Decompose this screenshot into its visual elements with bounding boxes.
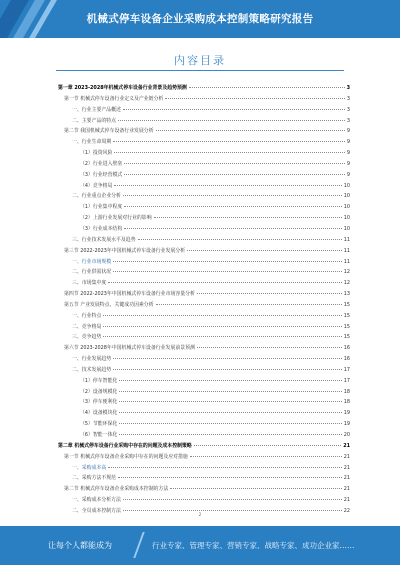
toc-entry[interactable] [58,192,350,203]
toc-divider [56,70,344,71]
toc-entry-page: 21 [343,442,350,449]
toc-leader-dots [118,120,345,121]
toc-leader-dots [118,477,342,478]
toc-entry-label: （2）上游行业发展对行业的影响 [80,215,152,222]
toc-entry-label: 一、采购成本高 [72,464,107,471]
toc-entry[interactable] [58,214,350,225]
toc-entry[interactable] [58,268,350,279]
toc-entry-page: 3 [346,106,350,113]
toc-entry-label: （4）设备模块化 [80,410,118,417]
toc-entry[interactable] [58,312,350,323]
toc-leader-dots [113,141,345,142]
toc-entry-page: 9 [346,128,350,135]
toc-entry[interactable] [58,496,350,507]
toc-entry-page: 11 [343,258,350,265]
toc-leader-dots [108,282,342,283]
toc-leader-dots [187,250,342,251]
toc-entry[interactable] [58,95,350,106]
toc-entry[interactable] [58,344,350,355]
toc-heading: 内容目录 [174,54,226,67]
toc-entry-page: 17 [343,366,350,373]
toc-leader-dots [114,152,344,153]
toc-entry-page: 13 [343,291,350,298]
toc-entry-label: 一、行业特点 [72,312,102,319]
toc-entry[interactable] [58,171,350,182]
toc-entry[interactable] [58,149,350,160]
toc-entry[interactable] [58,474,350,485]
toc-entry-page: 15 [343,312,350,319]
toc-entry[interactable] [58,377,350,388]
toc-entry-label: 第四节 2022-2023年中国机械式停车设备行业市场容量分析 [64,291,195,298]
toc-leader-dots [119,434,341,435]
toc-entry-page: 16 [343,356,350,363]
toc-entry-label: （4）竞争格局 [80,182,113,189]
toc-entry-page: 21 [343,486,350,493]
toc-entry[interactable] [58,84,350,95]
toc-leader-dots [119,401,341,402]
toc-entry[interactable] [58,453,350,464]
toc-entry-page: 9 [346,150,350,157]
toc-leader-dots [114,185,341,186]
toc-entry-page: 10 [343,204,350,211]
toc-entry[interactable] [58,117,350,128]
toc-entry-page: 3 [346,117,350,124]
toc-entry-label: （5）节能环保化 [80,421,118,428]
toc-leader-dots [108,467,342,468]
toc-entry-label: 第二章 机械式停车设备行业采购中存在的问题及成本控制策略 [58,442,192,449]
toc-leader-dots [190,456,342,457]
toc-entry-label: 第二节 我国机械式停车设备行业发展分析 [64,128,154,135]
toc-entry-label: （2）行业进入壁垒 [80,160,123,167]
table-of-contents [58,84,350,518]
toc-entry-label: 第一节 机械式停车设备企业采购中存在的问题及应对措施 [64,453,188,460]
toc-entry-label: 第三节 2022-2023年中国机械式停车设备行业发展分析 [64,247,186,254]
toc-leader-dots [119,380,341,381]
toc-leader-dots [156,130,345,131]
toc-entry-label: 二、竞争格局 [72,323,102,330]
toc-entry-label: 一、行业生命周期 [72,139,112,146]
toc-entry-page: 19 [343,410,350,417]
toc-entry-label: （2）设备规模化 [80,388,118,395]
toc-entry[interactable] [58,138,350,149]
toc-leader-dots [189,87,345,88]
toc-entry-page: 19 [343,421,350,428]
toc-leader-dots [123,510,342,511]
toc-entry-label: 三、竞争趋势 [72,334,102,341]
toc-entry[interactable] [58,258,350,269]
toc-entry-page: 15 [343,334,350,341]
toc-entry[interactable] [58,431,350,442]
toc-entry-page: 9 [346,139,350,146]
toc-entry-page: 21 [343,464,350,471]
toc-leader-dots [124,174,345,175]
toc-entry[interactable] [58,323,350,334]
toc-entry-label: 一、行业发展趋势 [72,356,112,363]
toc-entry-page: 21 [343,475,350,482]
toc-entry-page: 21 [343,453,350,460]
toc-entry-label: 第六节 2023-2028年中国机械式停车设备行业发展前景预测 [64,345,195,352]
toc-leader-dots [123,109,345,110]
page-number: 2 [198,512,202,517]
toc-leader-dots [113,261,342,262]
toc-entry[interactable] [58,182,350,193]
toc-entry-page: 18 [343,388,350,395]
toc-entry-page: 22 [343,507,350,514]
toc-entry[interactable] [58,225,350,236]
toc-entry-page: 9 [346,160,350,167]
toc-leader-dots [103,336,341,337]
toc-leader-dots [124,228,342,229]
toc-entry-label: 一、行业市场规模 [72,258,112,265]
toc-entry[interactable] [58,279,350,290]
toc-leader-dots [156,304,342,305]
toc-entry[interactable] [58,388,350,399]
toc-entry-page: 20 [343,432,350,438]
report-header [0,0,400,38]
toc-entry[interactable] [58,485,350,496]
toc-leader-dots [103,326,341,327]
toc-entry-page: 18 [343,399,350,406]
toc-leader-dots [124,206,342,207]
toc-leader-dots [170,488,342,489]
toc-entry-label: 第二节 机械式停车设备企业采购成本控制的方法 [64,486,169,493]
toc-entry-page: 3 [346,95,350,102]
toc-entry-page: 3 [346,85,350,91]
toc-entry-label: 二、行业重点企业分析 [72,193,121,200]
toc-entry[interactable] [58,301,350,312]
toc-entry-page: 15 [343,301,350,308]
toc-entry[interactable] [58,420,350,431]
toc-entry[interactable] [58,127,350,138]
toc-entry[interactable] [58,106,350,117]
toc-entry[interactable] [58,247,350,258]
toc-entry-label: （1）投资风险 [80,150,113,157]
toc-entry[interactable] [58,355,350,366]
toc-entry-page: 15 [343,323,350,330]
toc-entry-label: 二、行业供需状况 [72,269,112,276]
report-footer [0,526,400,565]
toc-entry-page: 11 [343,247,350,254]
toc-entry[interactable] [58,160,350,171]
toc-entry-label: （6）智能一体化 [80,432,118,438]
toc-entry-label: （3）行业经营模式 [80,171,123,178]
toc-entry-label: （1）行业集中程度 [80,204,123,211]
toc-leader-dots [119,423,341,424]
toc-entry-label: 三、市场集中度 [72,280,107,287]
toc-entry-label: （3）行业成本结构 [80,225,123,232]
toc-entry-page: 12 [343,269,350,276]
toc-entry-label: （3）停车便利化 [80,399,118,406]
toc-entry-label: 二、采购方法不规范 [72,475,117,482]
toc-leader-dots [197,347,342,348]
footer-tagline: 行业专家、管理专家、营销专家、战略专家、成功企业家…… [152,541,355,550]
toc-entry-page: 10 [343,193,350,200]
toc-entry[interactable] [58,464,350,475]
toc-entry-label: 二、全员成本控制方法 [72,507,121,514]
toc-entry-label: （1）停车智能化 [80,377,118,384]
report-title: 机械式停车设备企业采购成本控制策略研究报告 [86,13,314,25]
toc-leader-dots [119,412,341,413]
toc-leader-dots [123,195,342,196]
toc-entry[interactable] [58,409,350,420]
toc-leader-dots [165,98,345,99]
footer-separator [133,532,144,558]
toc-entry-page: 11 [343,236,350,243]
toc-entry[interactable] [58,366,350,377]
toc-leader-dots [113,369,342,370]
toc-entry[interactable] [58,203,350,214]
toc-entry-label: 一、采购成本分析方法 [72,497,121,504]
toc-entry[interactable] [58,398,350,409]
toc-entry[interactable] [58,290,350,301]
toc-entry-page: 12 [343,280,350,287]
toc-leader-dots [113,358,342,359]
toc-entry-label: 三、行业技术发展水平及趋势 [72,236,136,243]
toc-leader-dots [119,391,341,392]
toc-leader-dots [138,239,342,240]
toc-entry[interactable] [58,236,350,247]
toc-entry-label: 二、技术发展趋势 [72,366,112,373]
toc-entry-page: 9 [346,171,350,178]
toc-leader-dots [197,293,342,294]
toc-entry-page: 21 [343,497,350,504]
toc-leader-dots [154,217,342,218]
toc-entry-label: 一、行业主要产品概述 [72,106,121,113]
toc-entry[interactable] [58,442,350,453]
toc-entry-page: 10 [343,225,350,232]
toc-entry-label: 第一节 机械式停车设备行业定义及产业链分析 [64,95,164,102]
toc-entry-page: 10 [343,182,350,189]
toc-entry-page: 17 [343,377,350,384]
toc-entry-label: 二、主要产品的特点 [72,117,117,124]
toc-entry-page: 16 [343,345,350,352]
toc-leader-dots [123,499,342,500]
toc-leader-dots [124,163,345,164]
toc-entry-label: 第五节 产业发展特点、关键成功因素分析 [64,301,154,308]
footer-slogan: 让每个人都能成为 [48,541,112,550]
toc-entry[interactable] [58,333,350,344]
toc-leader-dots [194,445,341,446]
toc-entry-label: 第一章 2023-2028年机械式停车设备行业背景及趋势预测 [58,85,187,91]
toc-leader-dots [113,271,342,272]
toc-entry-page: 10 [343,215,350,222]
toc-leader-dots [103,315,341,316]
